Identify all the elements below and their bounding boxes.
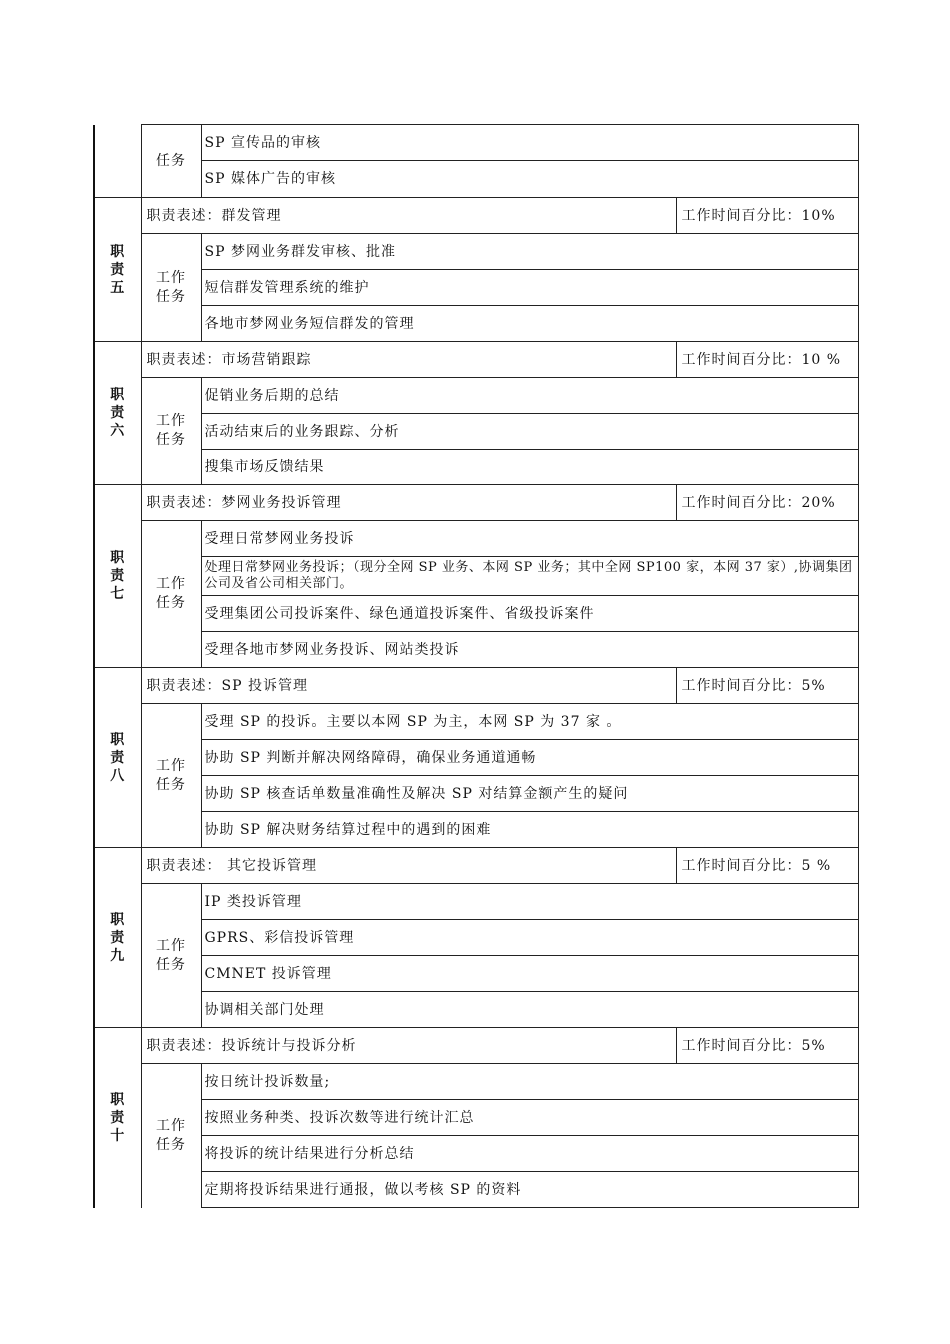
duty-description [141,485,676,521]
task-cell: 各地市梦网业务短信群发的管理 [201,306,858,342]
table-row [94,378,858,414]
task-cell: IP 类投诉管理 [201,884,858,920]
time-percentage [676,485,858,521]
sub-label: 任务 [156,152,186,169]
sub-label: 任务 [156,432,186,448]
duty-label-cell [94,198,141,342]
pct-value: 5% [801,677,826,694]
duty-description [141,342,676,378]
desc-label: 职责表述： [146,857,222,874]
duty-label-char: 责 [110,405,126,421]
duty-label-cell [94,1028,141,1208]
table-row [94,557,858,596]
duty-label-cell [94,125,141,198]
duty-label-char: 责 [110,749,126,766]
task-cell: SP 媒体广告的审核 [201,161,858,198]
duty-label-char: 八 [110,767,126,784]
task-cell: 活动结束后的业务跟踪、分析 [201,414,858,450]
task-cell: 协助 SP 核查话单数量准确性及解决 SP 对结算金额产生的疑问 [201,776,858,812]
table-row [94,161,858,198]
task-cell: SP 梦网业务群发审核、批准 [201,234,858,270]
duty-label-cell [94,342,141,485]
sub-label-cell [141,378,201,485]
pct-label: 工作时间百分比： [681,207,802,224]
table-row [94,632,858,668]
duty-label-char: 十 [110,1127,126,1144]
task-cell: 定期将投诉结果进行通报，做以考核 SP 的资料 [201,1172,858,1208]
time-percentage [676,668,858,704]
sub-label: 工作 [156,757,186,774]
table-row [94,848,858,884]
table-row [94,198,858,234]
table-row [94,234,858,270]
duty-label-char: 职 [110,1091,126,1108]
sub-label-cell [141,884,201,1028]
sub-label-cell [141,1064,201,1208]
pct-label: 工作时间百分比： [681,1037,802,1054]
task-cell: 促销业务后期的总结 [201,378,858,414]
table-row [94,884,858,920]
table-row [94,704,858,740]
pct-value: 10% [801,207,836,224]
desc-label: 职责表述： [146,207,222,224]
duty-description [141,1028,676,1064]
duty-label-char: 责 [110,261,126,278]
duty-label-char: 五 [110,279,126,296]
sub-label: 任务 [156,595,186,611]
duty-label-char: 六 [110,423,126,439]
pct-label: 工作时间百分比： [681,677,802,694]
time-percentage [676,848,858,884]
duty-label-char: 七 [110,586,126,602]
pct-value: 5 % [801,857,832,874]
task-cell: 受理各地市梦网业务投诉、网站类投诉 [201,632,858,668]
pct-value: 20% [801,494,836,511]
sub-label-cell [141,125,201,198]
duty-label-char: 责 [110,929,126,946]
duty-description [141,198,676,234]
task-cell: 协助 SP 判断并解决网络障碍，确保业务通道通畅 [201,740,858,776]
duty-label-char: 责 [110,1109,126,1126]
sub-label: 工作 [156,576,186,592]
desc-label: 职责表述： [146,1037,222,1054]
desc-text: SP 投诉管理 [221,677,308,694]
pct-value: 5% [801,1037,826,1054]
duty-label-char: 职 [110,731,126,748]
duty-description [141,668,676,704]
sub-label: 任务 [156,288,186,305]
task-cell: GPRS、彩信投诉管理 [201,920,858,956]
table-row [94,956,858,992]
duty-label-char: 责 [110,568,126,584]
table-row [94,776,858,812]
sub-label-cell [141,521,201,668]
task-cell: 处理日常梦网业务投诉；（现分全网 SP 业务、本网 SP 业务；其中全网 SP100 家，本网 37 家）,协调集团公司及省公司相关部门。 [201,557,858,596]
desc-text: 市场营销跟踪 [221,351,312,368]
desc-label: 职责表述： [146,494,222,511]
duty-label-cell [94,485,141,668]
sub-label: 任务 [156,776,186,793]
task-cell: 协调相关部门处理 [201,992,858,1028]
sub-label: 任务 [156,1136,186,1153]
table-row [94,342,858,378]
sub-label: 工作 [156,937,186,954]
table-row [94,1028,858,1064]
table-row [94,485,858,521]
sub-label: 工作 [156,413,186,429]
table-row [94,306,858,342]
task-cell: 受理 SP 的投诉。主要以本网 SP 为主，本网 SP 为 37 家 。 [201,704,858,740]
time-percentage [676,342,858,378]
duty-label-char: 职 [110,911,126,928]
duty-label-char: 职 [110,243,126,260]
desc-text: 梦网业务投诉管理 [221,494,342,511]
task-cell: 受理日常梦网业务投诉 [201,521,858,557]
task-cell: SP 宣传品的审核 [201,125,858,161]
task-cell: CMNET 投诉管理 [201,956,858,992]
table-row [94,450,858,485]
table-row [94,668,858,704]
table-row [94,1064,858,1100]
task-cell: 将投诉的统计结果进行分析总结 [201,1136,858,1172]
task-cell: 按日统计投诉数量; [201,1064,858,1100]
table-row [94,125,858,161]
table-row [94,596,858,632]
pct-label: 工作时间百分比： [681,494,802,511]
sub-label: 任务 [156,956,186,973]
table-row [94,920,858,956]
duty-label-char: 职 [110,550,126,566]
sub-label-cell [141,234,201,342]
pct-value: 10 % [801,351,842,368]
table-row [94,812,858,848]
sub-label-cell [141,704,201,848]
pct-label: 工作时间百分比： [681,351,802,368]
sub-label: 工作 [156,269,186,286]
task-cell: 按照业务种类、投诉次数等进行统计汇总 [201,1100,858,1136]
table-row [94,992,858,1028]
desc-label: 职责表述： [146,351,222,368]
task-cell: 搜集市场反馈结果 [201,450,858,485]
duty-table [93,124,859,1208]
table-row [94,740,858,776]
desc-label: 职责表述： [146,677,222,694]
table-row [94,521,858,557]
duty-label-cell [94,848,141,1028]
table-row [94,270,858,306]
table-row [94,1100,858,1136]
desc-text: 投诉统计与投诉分析 [221,1037,357,1054]
duty-label-cell [94,668,141,848]
pct-label: 工作时间百分比： [681,857,802,874]
table-row [94,414,858,450]
desc-text: 群发管理 [221,207,282,224]
duty-label-char: 职 [110,387,126,403]
task-cell: 短信群发管理系统的维护 [201,270,858,306]
task-cell: 受理集团公司投诉案件、绿色通道投诉案件、省级投诉案件 [201,596,858,632]
table-row [94,1172,858,1208]
task-cell: 协助 SP 解决财务结算过程中的遇到的困难 [201,812,858,848]
sub-label: 工作 [156,1117,186,1134]
time-percentage [676,198,858,234]
duty-description [141,848,676,884]
duty-label-char: 九 [110,947,126,964]
table-row [94,1136,858,1172]
time-percentage [676,1028,858,1064]
desc-text: 其它投诉管理 [221,857,317,874]
